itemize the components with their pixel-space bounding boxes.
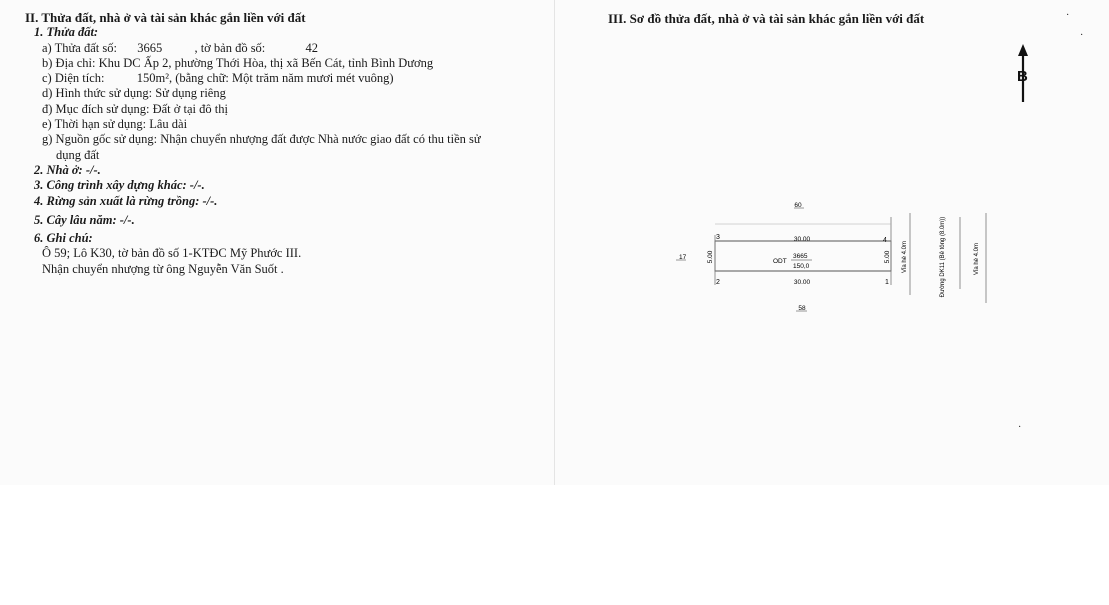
parcel-area-in-diagram: 150,0	[793, 263, 810, 270]
perennial-trees-line: 5. Cây lâu năm: -/-.	[34, 212, 135, 227]
section-3-title: III. Sơ đồ thửa đất, nhà ở và tài sản khác gắn liền với đất	[608, 11, 925, 26]
parcel-number-in-diagram: 3665	[793, 253, 808, 260]
north-arrow-icon	[1013, 42, 1037, 104]
corner-2-label: 2	[716, 279, 720, 286]
area-value: 150m², (bằng chữ: Một trăm năm mươi mét vuông)	[136, 71, 394, 86]
parcel-number-label: a) Thửa đất số:	[42, 40, 117, 55]
left-width-label: 5.00	[707, 250, 714, 264]
scan-mark: ·	[1080, 30, 1084, 41]
section-2-title: II. Thửa đất, nhà ở và tài sản khác gắn liền với đất	[25, 10, 306, 25]
usage-purpose-line: đ) Mục đích sử dụng: Đất ở tại đô thị	[42, 101, 228, 116]
land-info-section	[25, 10, 545, 277]
north-label: B	[1017, 68, 1028, 85]
map-sheet-value: 42	[305, 40, 319, 55]
scan-mark: ·	[1066, 10, 1070, 21]
house-line: 2. Nhà ở: -/-.	[34, 162, 101, 177]
other-works-line: 3. Công trình xây dựng khác: -/-.	[34, 178, 205, 193]
map-sheet-label: , tờ bản đồ số:	[194, 40, 266, 55]
sidewalk-1-label: Vỉa hè 4.0m	[902, 240, 908, 274]
bottom-length-label: 30.00	[793, 279, 811, 286]
corner-1-label: 1	[885, 279, 889, 286]
parcel-diagram	[670, 195, 1000, 320]
neighbor-bottom-label: 58	[798, 305, 806, 312]
note-transfer: Nhận chuyển nhượng từ ông Nguyễn Văn Suốt .	[42, 261, 284, 276]
neighbor-left-label: 17	[679, 254, 687, 261]
usage-form-line: d) Hình thức sử dụng: Sử dụng riêng	[42, 86, 226, 101]
page-fold	[554, 0, 555, 485]
usage-origin-line: g) Nguồn gốc sử dụng: Nhận chuyển nhượng đất được Nhà nước giao đất có thu tiền sử	[42, 132, 481, 147]
parcel-number-line	[42, 41, 545, 56]
note-plot-info: Ô 59; Lô K30, tờ bản đồ số 1-KTĐC Mỹ Phước III.	[42, 246, 302, 261]
area-line	[42, 71, 545, 86]
usage-origin-continuation: dụng đất	[56, 147, 100, 162]
north-arrow	[1013, 42, 1037, 109]
road-label: Đường DK11 (Bê tông (8.0m))	[940, 216, 946, 298]
scan-mark: ·	[1018, 422, 1022, 433]
right-width-label: 5.00	[884, 250, 891, 264]
usage-term-line: e) Thời hạn sử dụng: Lâu dài	[42, 117, 188, 132]
parcel-number-value: 3665	[137, 40, 163, 55]
planted-forest-line: 4. Rừng sản xuất là rừng trồng: -/-.	[34, 193, 218, 208]
neighbor-top-label: 60	[794, 202, 802, 209]
land-code-label: ODT	[773, 258, 787, 265]
address-line: b) Địa chỉ: Khu DC Ấp 2, phường Thới Hòa, thị xã Bến Cát, tỉnh Bình Dương	[42, 55, 434, 70]
corner-4-label: 4	[883, 237, 887, 244]
sidewalk-2-label: Vỉa hè 4.0m	[974, 242, 980, 276]
area-label: c) Diện tích:	[42, 71, 105, 86]
notes-title: 6. Ghi chú:	[34, 231, 93, 246]
land-parcel-title: 1. Thửa đất:	[34, 25, 99, 40]
corner-3-label: 3	[716, 234, 720, 241]
top-length-label: 30.00	[793, 236, 811, 243]
